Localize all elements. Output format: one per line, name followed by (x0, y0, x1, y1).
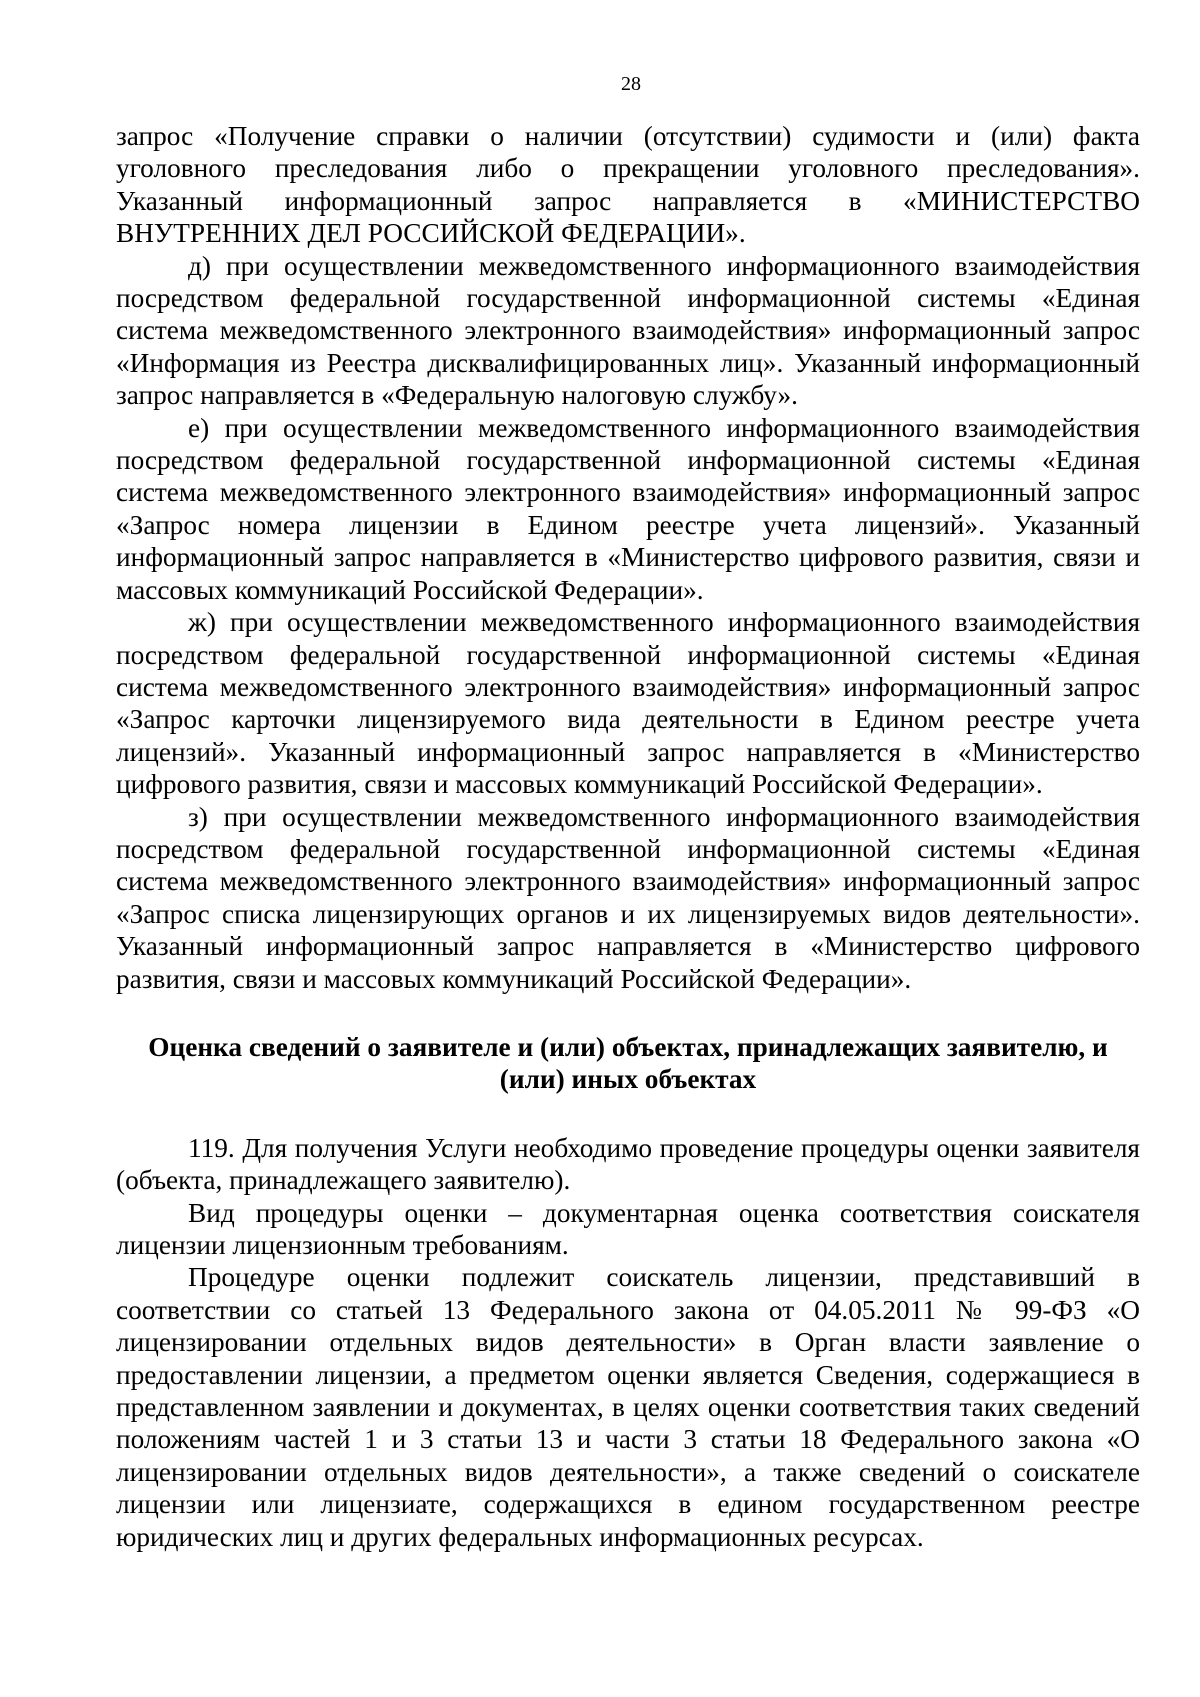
paragraph-119: 119. Для получения Услуги необходимо проведение процедуры оценки заявителя (объекта, принадлежащего заявителю). (116, 1132, 1140, 1196)
paragraphs-after-heading (116, 1132, 1140, 1553)
paragraph-item-e: е) при осуществлении межведомственного информационного взаимодействия посредством федеральной государственной информационной системы «Единая система межведомственного электронного взаимодействия» информационный запрос «Запрос номера лицензии в Едином реестре учета лицензий». Указанный информационный запрос направляется в «Министерство цифрового развития, связи и массовых коммуникаций Российской Федерации». (116, 412, 1140, 605)
paragraph-item-zh: ж) при осуществлении межведомственного информационного взаимодействия посредством федеральной государственной информационной системы «Единая система межведомственного электронного взаимодействия» информационный запрос «Запрос карточки лицензируемого вида деятельности в Едином реестре учета лицензий». Указанный информационный запрос направляется в «Министерство цифрового развития, связи и массовых коммуникаций Российской Федерации». (116, 607, 1140, 800)
paragraphs-before-heading (116, 120, 1140, 995)
paragraph-procedure-subject: Процедуре оценки подлежит соискатель лицензии, представивший в соответствии со статьей 13 Федерального закона от 04.05.2011 № 99-ФЗ «О лицензировании отдельных видов деятельности» в Орган власти заявление о предоставлении лицензии, а предметом оценки является Сведения, содержащиеся в представленном заявлении и документах, в целях оценки соответствия таких сведений положениям частей 1 и 3 статьи 13 и части 3 статьи 18 Федерального закона «О лицензировании отдельных видов деятельности», а также сведений о соискателе лицензии или лицензиате, содержащихся в едином государственном реестре юридических лиц и других федеральных информационных ресурсах. (116, 1262, 1140, 1552)
paragraph-request-criminal-record: запрос «Получение справки о наличии (отсутствии) судимости и (или) факта уголовного преследования либо о прекращении уголовного преследования». Указанный информационный запрос направляется в «МИНИСТЕРСТВО ВНУТРЕННИХ ДЕЛ РОССИЙСКОЙ ФЕДЕРАЦИИ». (116, 121, 1140, 249)
page-number: 28 (621, 73, 641, 95)
paragraph-item-d: д) при осуществлении межведомственного информационного взаимодействия посредством федеральной государственной информационной системы «Единая система межведомственного электронного взаимодействия» информационный запрос «Информация из Реестра дисквалифицированных лиц». Указанный информационный запрос направляется в «Федеральную налоговую службу». (116, 250, 1140, 411)
document-body (116, 120, 1140, 1553)
section-heading: Оценка сведений о заявителе и (или) объектах, принадлежащих заявителю, и (или) иных объектах (148, 1031, 1108, 1095)
paragraph-procedure-type: Вид процедуры оценки – документарная оценка соответствия соискателя лицензии лицензионным требованиям. (116, 1197, 1140, 1260)
paragraph-item-z: з) при осуществлении межведомственного информационного взаимодействия посредством федеральной государственной информационной системы «Единая система межведомственного электронного взаимодействия» информационный запрос «Запрос списка лицензирующих органов и их лицензируемых видов деятельности». Указанный информационный запрос направляется в «Министерство цифрового развития, связи и массовых коммуникаций Российской Федерации». (116, 801, 1140, 994)
